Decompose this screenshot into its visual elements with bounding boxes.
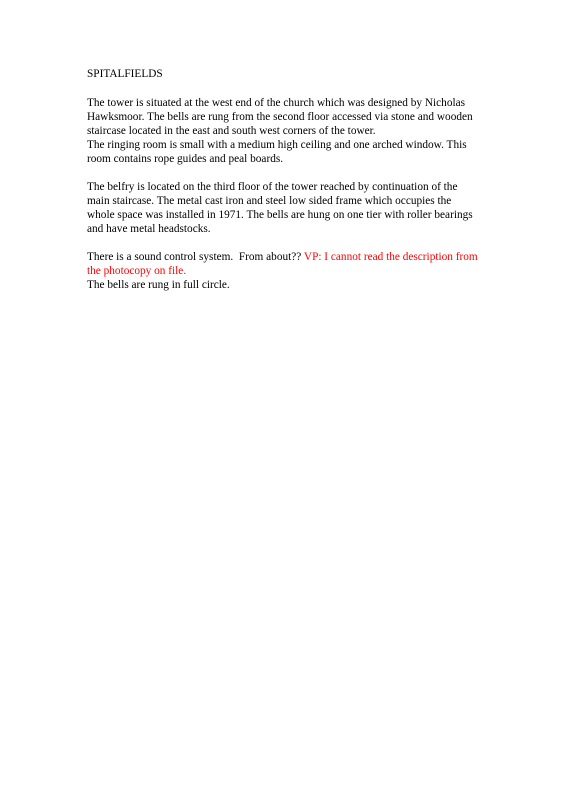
paragraph-line: main staircase. The metal cast iron and steel low sided frame which occupies the	[87, 195, 452, 207]
document-title: SPITALFIELDS	[87, 68, 163, 80]
paragraph-line: The tower is situated at the west end of the church which was designed by Nicholas	[87, 97, 466, 109]
paragraph-belfry	[87, 180, 527, 236]
reviewer-note-continued: the photocopy on file.	[87, 265, 187, 277]
paragraph-tower	[87, 96, 527, 166]
document-body	[87, 67, 527, 292]
reviewer-note: VP: I cannot read the description from	[303, 251, 478, 263]
paragraph-line: The ringing room is small with a medium high ceiling and one arched window. This	[87, 139, 467, 151]
paragraph-line: whole space was installed in 1971. The bells are hung on one tier with roller bearings	[87, 209, 473, 221]
spacer	[87, 166, 527, 180]
sound-control-text: There is a sound control system. From about??	[87, 251, 304, 263]
spacer	[87, 81, 527, 96]
spacer	[87, 236, 527, 250]
paragraph-line: staircase located in the east and south west corners of the tower.	[87, 125, 376, 137]
paragraph-sound-control	[87, 250, 527, 292]
paragraph-line: The bells are rung in full circle.	[87, 279, 230, 291]
paragraph-line: Hawksmoor. The bells are rung from the second floor accessed via stone and wooden	[87, 111, 473, 123]
paragraph-line: The belfry is located on the third floor of the tower reached by continuation of the	[87, 181, 458, 193]
paragraph-line: room contains rope guides and peal boards.	[87, 153, 284, 165]
paragraph-line	[87, 250, 527, 264]
paragraph-line: and have metal headstocks.	[87, 223, 211, 235]
